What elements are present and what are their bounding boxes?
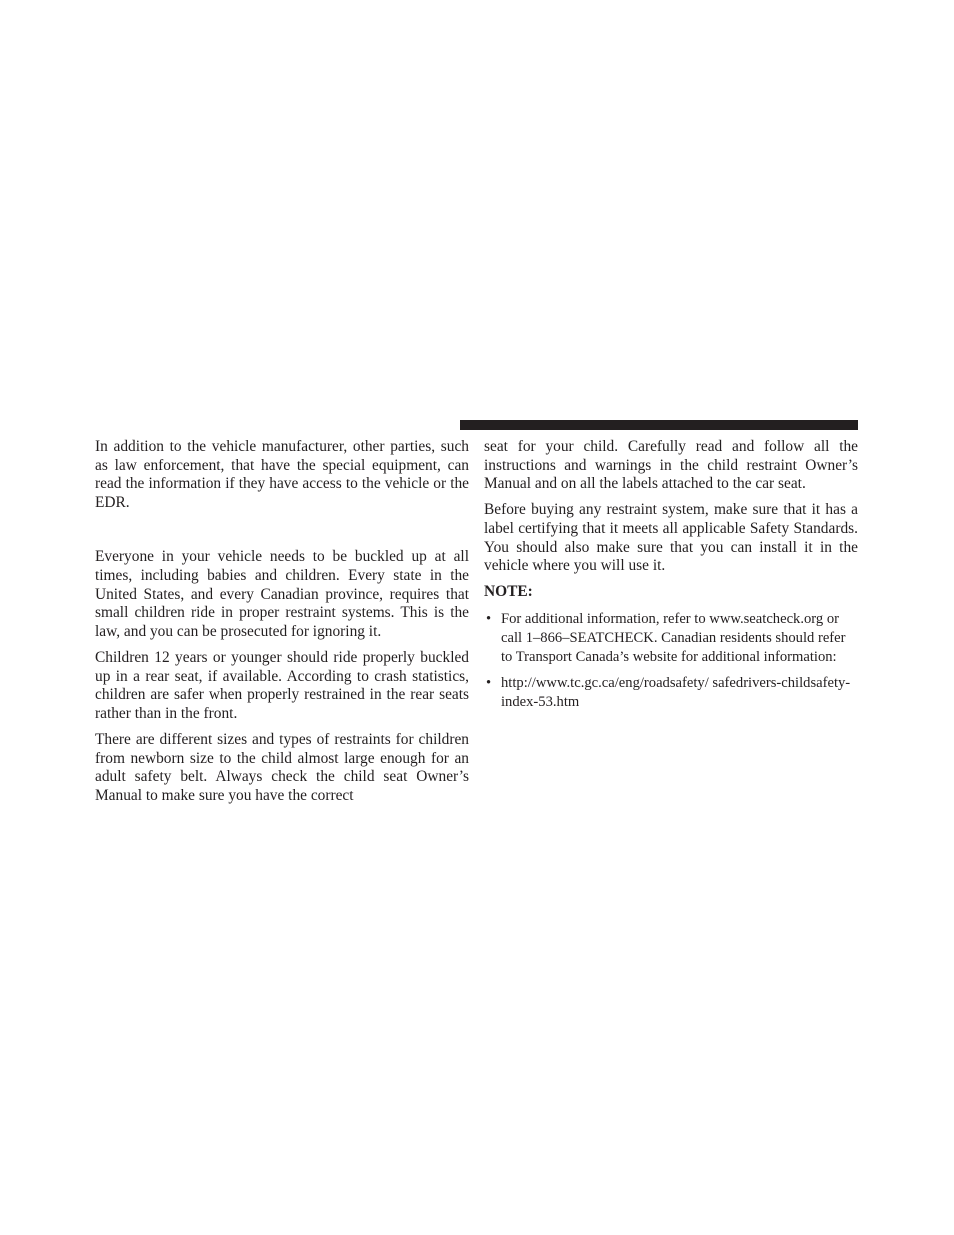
note-item-text: For additional information, refer to www.seatcheck.org or call 1–866–SEATCHECK. Canadian residents should refer to Transport Canada’s website for additional information: (501, 610, 846, 665)
note-list (484, 610, 858, 712)
bullet-icon: • (486, 610, 492, 627)
paragraph-read-instructions: seat for your child. Carefully read and follow all the instructions and warnings in the child restraint Owner’s Manual and on all the labels attached to the car seat. (484, 438, 858, 493)
paragraph-certification-label: Before buying any restraint system, make sure that it has a label certifying that it meets all applicable Safety Standards. You should also make sure that you can install it in the vehicle where you will use it. (484, 501, 858, 575)
paragraph-restraint-sizes: There are different sizes and types of restraints for children from newborn size to the child almost large enough for an adult safety belt. Always check the child seat Owner’s Manual to make sure you have the correct (95, 730, 469, 804)
note-item-text: http://www.tc.gc.ca/eng/roadsafety/ safedrivers-childsafety-index-53.htm (501, 674, 851, 710)
right-column (484, 438, 858, 719)
note-label: NOTE: (484, 583, 533, 601)
note-item-seatcheck (484, 610, 858, 667)
note-item-transport-canada-url (484, 674, 858, 712)
paragraph-edr-access: In addition to the vehicle manufacturer, other parties, such as law enforcement, that have the special equipment, can read the information if they have access to the vehicle or the EDR. (95, 438, 469, 511)
paragraph-buckle-up: Everyone in your vehicle needs to be buckled up at all times, including babies and children. Every state in the United States, and every Canadian province, requires that small children ride in proper restraint systems. This is the law, and you can be prosecuted for ignoring it. (95, 548, 469, 640)
left-column (95, 438, 469, 805)
section-header-bar (460, 420, 858, 430)
paragraph-rear-seat: Children 12 years or younger should ride properly buckled up in a rear seat, if available. According to crash statistics, children are safer when properly restrained in the rear seats rather than in the front. (95, 648, 469, 722)
bullet-icon: • (486, 674, 492, 691)
